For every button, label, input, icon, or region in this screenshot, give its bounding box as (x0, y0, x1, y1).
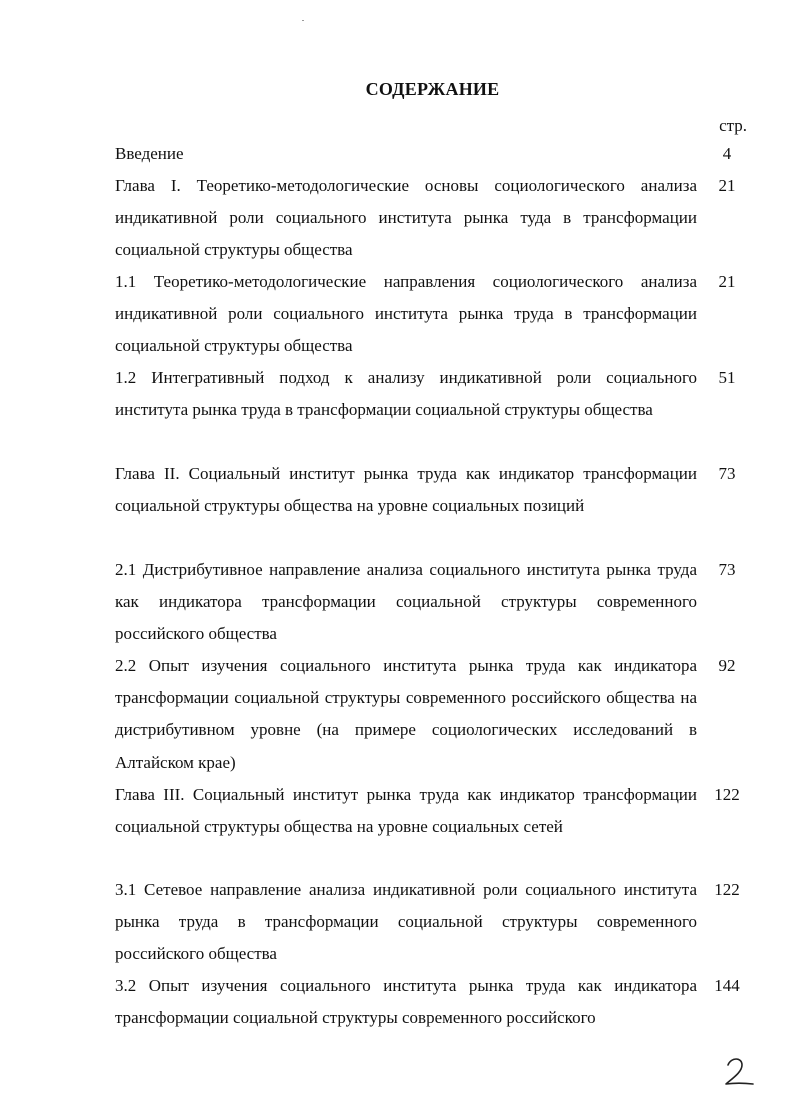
toc-entry-title: 3.1 Сетевое направление анализа индикативной роли социального института рынка труда в трансформации социальной структуры современного российского общества (115, 880, 697, 964)
toc-entry-page: 122 (714, 785, 740, 804)
page-title: СОДЕРЖАНИЕ (365, 79, 500, 99)
toc-entry-title: 2.2 Опыт изучения социального института рынка труда как индикатора трансформации социальной структуры современного российского общества на дистрибутивном уровне (на примере социологических исследований в Алтайском крае) (115, 656, 697, 772)
handwritten-page-number (722, 1054, 756, 1088)
toc-entry-title: Глава I. Теоретико-методологические основы социологического анализа индикативной роли социального института рынка туда в трансформации социальной структуры общества (115, 176, 697, 260)
toc-entry-title: 2.1 Дистрибутивное направление анализа социального института рынка труда как индикатора трансформации социальной структуры современного российского общества (115, 560, 697, 644)
toc-entry-page: 21 (718, 176, 736, 195)
toc-entry-title: 1.2 Интегративный подход к анализу индикативной роли социального института рынка труда в трансформации социальной структуры общества (115, 368, 697, 420)
toc-entry-page: 51 (718, 368, 736, 387)
toc-entry-title: Глава II. Социальный институт рынка труда как индикатор трансформации социальной структуры общества на уровне социальных позиций (115, 464, 697, 516)
toc-entry-page: 4 (722, 144, 732, 163)
toc-entry-page: 21 (718, 272, 736, 291)
toc-entry-title: 1.1 Теоретико-методологические направления социологического анализа индикативной роли социального института рынка труда в трансформации социальной структуры общества (115, 272, 697, 356)
scan-speck (302, 20, 304, 21)
toc-entry-page: 122 (714, 880, 740, 899)
toc-entry-title: 3.2 Опыт изучения социального института рынка труда как индикатора трансформации социальной структуры современного российского (115, 976, 697, 1028)
page-column-header: стр. (719, 116, 747, 135)
toc-entry-page: 92 (718, 656, 736, 675)
toc-entry-title: Глава III. Социальный институт рынка труда как индикатор трансформации социальной структуры общества на уровне социальных сетей (115, 785, 697, 837)
toc-entry-page: 73 (718, 464, 736, 483)
toc-entry-title: Введение (115, 144, 184, 163)
toc-entry-page: 144 (714, 976, 740, 995)
toc-entry-page: 73 (718, 560, 736, 579)
